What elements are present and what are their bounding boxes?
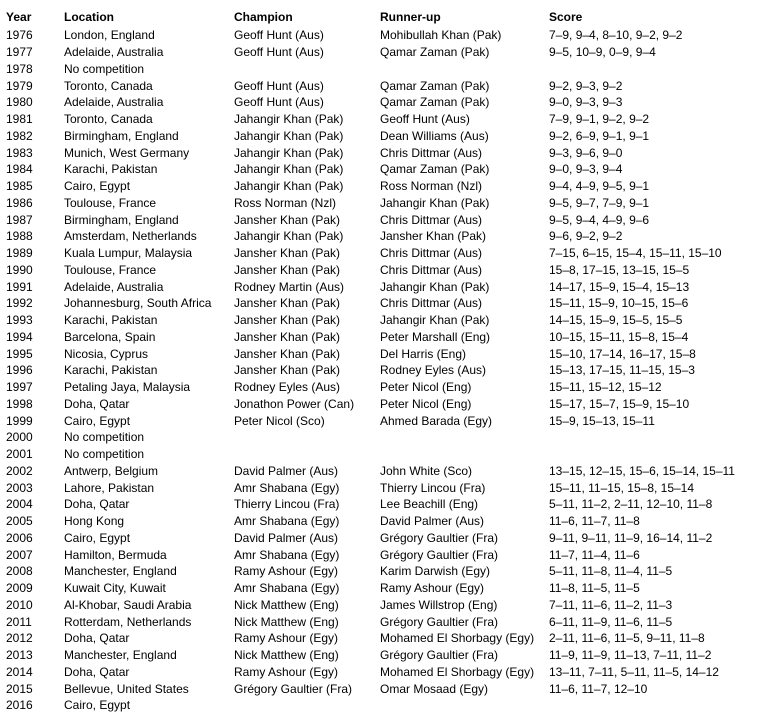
champion-cell — [230, 446, 376, 463]
champion-cell: Jansher Khan (Pak) — [234, 212, 341, 227]
runner-up-cell: Dean Williams (Aus) — [380, 128, 489, 143]
runner-up-cell: Ramy Ashour (Egy) — [380, 581, 485, 596]
score-header: Score — [549, 9, 583, 24]
location-cell: Doha, Qatar — [64, 664, 130, 679]
year-cell: 2000 — [6, 430, 33, 445]
year-cell: 1991 — [6, 279, 33, 294]
table-row — [2, 144, 754, 161]
runner-up-cell — [376, 429, 545, 446]
score-cell: 6–11, 11–9, 11–6, 11–5 — [549, 614, 673, 629]
location-cell: Manchester, England — [64, 564, 177, 579]
year-cell: 1986 — [6, 195, 33, 210]
score-cell: 9–2, 6–9, 9–1, 9–1 — [549, 128, 650, 143]
runner-up-cell: Chris Dittmar (Aus) — [380, 262, 483, 277]
champion-header: Champion — [234, 9, 293, 24]
year-cell: 1981 — [6, 112, 33, 127]
table-row — [2, 630, 754, 647]
table-row — [2, 580, 754, 597]
results-table — [2, 6, 754, 714]
table-row — [2, 94, 754, 111]
champion-cell: Jahangir Khan (Pak) — [234, 229, 344, 244]
year-cell: 2011 — [6, 614, 32, 629]
location-cell: Doha, Qatar — [64, 396, 130, 411]
score-cell: 15–8, 17–15, 13–15, 15–5 — [549, 262, 690, 277]
location-cell: Cairo, Egypt — [64, 179, 131, 194]
year-header: Year — [6, 9, 32, 24]
location-cell: Birmingham, England — [64, 128, 179, 143]
champion-cell: Thierry Lincou (Fra) — [234, 497, 340, 512]
score-cell: 15–11, 15–12, 15–12 — [549, 380, 662, 395]
score-cell — [545, 446, 754, 463]
champion-cell: Jahangir Khan (Pak) — [234, 179, 344, 194]
year-cell: 2016 — [6, 698, 33, 713]
location-cell: Doha, Qatar — [64, 497, 130, 512]
location-cell: Toulouse, France — [64, 262, 157, 277]
champion-cell: Nick Matthew (Eng) — [234, 648, 339, 663]
champion-cell: David Palmer (Aus) — [234, 530, 339, 545]
location-cell: No competition — [64, 430, 145, 445]
champion-cell: Jahangir Khan (Pak) — [234, 112, 344, 127]
table-row — [2, 680, 754, 697]
location-cell: Adelaide, Australia — [64, 279, 164, 294]
runner-up-cell: Del Harris (Eng) — [380, 346, 467, 361]
location-cell: Bellevue, United States — [64, 681, 189, 696]
location-cell: Karachi, Pakistan — [64, 162, 158, 177]
location-cell: Johannesburg, South Africa — [64, 296, 212, 311]
location-cell: Kuala Lumpur, Malaysia — [64, 246, 193, 261]
table-row — [2, 161, 754, 178]
year-cell: 1984 — [6, 162, 33, 177]
year-cell: 1980 — [6, 95, 33, 110]
champion-cell: Geoff Hunt (Aus) — [234, 28, 324, 43]
score-cell: 9–5, 10–9, 0–9, 9–4 — [549, 45, 656, 60]
champion-cell: Peter Nicol (Sco) — [234, 413, 325, 428]
score-cell — [545, 429, 754, 446]
runner-up-cell: Ross Norman (Nzl) — [380, 179, 483, 194]
score-cell: 5–11, 11–8, 11–4, 11–5 — [549, 564, 673, 579]
location-cell: No competition — [64, 61, 145, 76]
table-row — [2, 312, 754, 329]
table-row — [2, 278, 754, 295]
score-cell: 15–13, 17–15, 11–15, 15–3 — [549, 363, 695, 378]
year-cell: 2004 — [6, 497, 33, 512]
location-cell: Al-Khobar, Saudi Arabia — [64, 597, 192, 612]
year-cell: 1999 — [6, 413, 33, 428]
champion-cell: Nick Matthew (Eng) — [234, 614, 339, 629]
champion-cell: Jansher Khan (Pak) — [234, 329, 341, 344]
runner-up-cell: Thierry Lincou (Fra) — [380, 480, 486, 495]
year-cell: 1979 — [6, 78, 33, 93]
location-cell: Munich, West Germany — [64, 145, 190, 160]
year-cell: 1996 — [6, 363, 33, 378]
score-cell: 11–7, 11–4, 11–6 — [549, 547, 640, 562]
location-cell: Amsterdam, Netherlands — [64, 229, 197, 244]
score-cell: 15–17, 15–7, 15–9, 15–10 — [549, 396, 690, 411]
year-cell: 1989 — [6, 246, 33, 261]
year-cell: 2008 — [6, 564, 33, 579]
table-row — [2, 27, 754, 44]
champion-cell: Ramy Ashour (Egy) — [234, 664, 339, 679]
score-cell: 7–15, 6–15, 15–4, 15–11, 15–10 — [549, 246, 722, 261]
year-cell: 2002 — [6, 463, 33, 478]
table-row — [2, 211, 754, 228]
table-row — [2, 379, 754, 396]
header-row — [2, 6, 754, 27]
runner-up-cell: Ahmed Barada (Egy) — [380, 413, 493, 428]
champion-cell: Jahangir Khan (Pak) — [234, 145, 344, 160]
runner-up-cell: Peter Nicol (Eng) — [380, 396, 472, 411]
champion-cell: Jahangir Khan (Pak) — [234, 128, 344, 143]
score-cell: 11–6, 11–7, 11–8 — [549, 514, 640, 529]
table-row — [2, 345, 754, 362]
table-row — [2, 429, 754, 446]
score-cell: 13–15, 12–15, 15–6, 15–14, 15–11 — [549, 463, 735, 478]
champion-cell: Jansher Khan (Pak) — [234, 296, 341, 311]
year-cell: 2001 — [6, 447, 33, 462]
table-row — [2, 513, 754, 530]
table-row — [2, 195, 754, 212]
table-row — [2, 546, 754, 563]
runner-up-cell: Lee Beachill (Eng) — [380, 497, 479, 512]
runner-up-cell: Jahangir Khan (Pak) — [380, 313, 490, 328]
runner-up-cell: Grégory Gaultier (Fra) — [380, 648, 499, 663]
champion-cell: Jahangir Khan (Pak) — [234, 162, 344, 177]
table-row — [2, 412, 754, 429]
champion-cell: Rodney Martin (Aus) — [234, 279, 345, 294]
score-cell: 15–11, 11–15, 15–8, 15–14 — [549, 480, 695, 495]
runner-up-cell: Qamar Zaman (Pak) — [380, 95, 490, 110]
table-row — [2, 647, 754, 664]
year-cell: 1985 — [6, 179, 33, 194]
champion-cell: Grégory Gaultier (Fra) — [234, 681, 353, 696]
table-row — [2, 245, 754, 262]
year-cell: 1977 — [6, 45, 33, 60]
champion-cell — [230, 697, 376, 714]
year-cell: 1978 — [6, 61, 33, 76]
year-cell: 1998 — [6, 396, 33, 411]
runner-up-cell: David Palmer (Aus) — [380, 514, 485, 529]
score-cell: 9–4, 4–9, 9–5, 9–1 — [549, 179, 650, 194]
runner-up-cell: Omar Mosaad (Egy) — [380, 681, 489, 696]
location-cell: Petaling Jaya, Malaysia — [64, 380, 191, 395]
year-cell: 2014 — [6, 664, 33, 679]
table-row — [2, 613, 754, 630]
champion-cell — [230, 61, 376, 78]
champion-cell: Jansher Khan (Pak) — [234, 313, 341, 328]
table-row — [2, 479, 754, 496]
location-cell: Toronto, Canada — [64, 78, 153, 93]
year-cell: 1990 — [6, 262, 33, 277]
runner-up-cell: Grégory Gaultier (Fra) — [380, 530, 499, 545]
year-cell: 1983 — [6, 145, 33, 160]
champion-cell: Geoff Hunt (Aus) — [234, 78, 324, 93]
table-row — [2, 262, 754, 279]
table-body — [2, 27, 754, 714]
runner-up-header: Runner-up — [380, 9, 441, 24]
year-cell: 1994 — [6, 329, 33, 344]
champion-cell: Amr Shabana (Egy) — [234, 480, 340, 495]
runner-up-cell: Chris Dittmar (Aus) — [380, 296, 483, 311]
table-row — [2, 295, 754, 312]
location-cell: Adelaide, Australia — [64, 45, 164, 60]
location-cell: Hamilton, Bermuda — [64, 547, 167, 562]
champion-cell: Geoff Hunt (Aus) — [234, 95, 324, 110]
champion-cell: Ramy Ashour (Egy) — [234, 631, 339, 646]
year-cell: 1987 — [6, 212, 33, 227]
location-cell: Toulouse, France — [64, 195, 157, 210]
score-cell: 9–0, 9–3, 9–3 — [549, 95, 623, 110]
location-cell: Manchester, England — [64, 648, 177, 663]
table-row — [2, 61, 754, 78]
location-cell: Lahore, Pakistan — [64, 480, 155, 495]
champion-cell: Amr Shabana (Egy) — [234, 514, 340, 529]
score-cell: 15–9, 15–13, 15–11 — [549, 413, 655, 428]
location-cell: Cairo, Egypt — [64, 698, 131, 713]
year-cell: 2007 — [6, 547, 33, 562]
year-cell: 1997 — [6, 380, 33, 395]
runner-up-cell: Jahangir Khan (Pak) — [380, 279, 490, 294]
runner-up-cell: James Willstrop (Eng) — [380, 597, 498, 612]
score-cell: 7–11, 11–6, 11–2, 11–3 — [549, 597, 673, 612]
runner-up-cell: Qamar Zaman (Pak) — [380, 162, 490, 177]
champion-cell: Geoff Hunt (Aus) — [234, 45, 324, 60]
location-cell: Hong Kong — [64, 514, 125, 529]
runner-up-cell — [376, 697, 545, 714]
year-cell: 1988 — [6, 229, 33, 244]
year-cell: 1995 — [6, 346, 33, 361]
score-cell: 10–15, 15–11, 15–8, 15–4 — [549, 329, 689, 344]
score-cell: 9–5, 9–4, 4–9, 9–6 — [549, 212, 650, 227]
runner-up-cell: Rodney Eyles (Aus) — [380, 363, 487, 378]
year-cell: 2012 — [6, 631, 33, 646]
score-cell: 11–9, 11–9, 11–13, 7–11, 11–2 — [549, 648, 712, 663]
runner-up-cell: Geoff Hunt (Aus) — [380, 112, 470, 127]
year-cell: 1982 — [6, 128, 33, 143]
location-cell: Rotterdam, Netherlands — [64, 614, 192, 629]
runner-up-cell — [376, 61, 545, 78]
score-cell: 9–0, 9–3, 9–4 — [549, 162, 623, 177]
table-row — [2, 446, 754, 463]
year-cell: 2010 — [6, 597, 33, 612]
champion-cell: Jansher Khan (Pak) — [234, 363, 341, 378]
champion-cell — [230, 429, 376, 446]
year-cell: 2013 — [6, 648, 33, 663]
runner-up-cell: Grégory Gaultier (Fra) — [380, 547, 499, 562]
location-cell: Birmingham, England — [64, 212, 179, 227]
table-row — [2, 44, 754, 61]
location-cell: Adelaide, Australia — [64, 95, 164, 110]
table-row — [2, 329, 754, 346]
year-cell: 1992 — [6, 296, 33, 311]
score-cell: 9–11, 9–11, 11–9, 16–14, 11–2 — [549, 530, 713, 545]
table-row — [2, 111, 754, 128]
table-row — [2, 664, 754, 681]
year-cell: 2005 — [6, 514, 33, 529]
table-row — [2, 563, 754, 580]
location-cell: No competition — [64, 447, 145, 462]
year-cell: 2009 — [6, 581, 33, 596]
champion-cell: Jansher Khan (Pak) — [234, 246, 341, 261]
table-row — [2, 597, 754, 614]
champion-cell: Jansher Khan (Pak) — [234, 262, 341, 277]
location-cell: Doha, Qatar — [64, 631, 130, 646]
year-cell: 2003 — [6, 480, 33, 495]
table-row — [2, 496, 754, 513]
runner-up-cell: Peter Nicol (Eng) — [380, 380, 472, 395]
champion-cell: Nick Matthew (Eng) — [234, 597, 339, 612]
score-cell: 15–11, 15–9, 10–15, 15–6 — [549, 296, 689, 311]
score-cell: 11–8, 11–5, 11–5 — [549, 581, 640, 596]
runner-up-cell: Karim Darwish (Egy) — [380, 564, 491, 579]
champion-cell: Jonathon Power (Can) — [234, 396, 355, 411]
score-cell — [545, 61, 754, 78]
runner-up-cell: John White (Sco) — [380, 463, 473, 478]
runner-up-cell: Chris Dittmar (Aus) — [380, 145, 483, 160]
champion-cell: David Palmer (Aus) — [234, 463, 339, 478]
runner-up-cell — [376, 446, 545, 463]
table-row — [2, 463, 754, 480]
score-cell: 15–10, 17–14, 16–17, 15–8 — [549, 346, 696, 361]
location-cell: Nicosia, Cyprus — [64, 346, 149, 361]
runner-up-cell: Grégory Gaultier (Fra) — [380, 614, 499, 629]
runner-up-cell: Jansher Khan (Pak) — [380, 229, 487, 244]
runner-up-cell: Chris Dittmar (Aus) — [380, 246, 483, 261]
location-cell: London, England — [64, 28, 155, 43]
champion-cell: Amr Shabana (Egy) — [234, 547, 340, 562]
runner-up-cell: Chris Dittmar (Aus) — [380, 212, 483, 227]
location-header: Location — [64, 9, 114, 24]
table-header — [2, 6, 754, 27]
score-cell: 9–6, 9–2, 9–2 — [549, 229, 623, 244]
location-cell: Toronto, Canada — [64, 112, 153, 127]
score-cell — [545, 697, 754, 714]
score-cell: 5–11, 11–2, 2–11, 12–10, 11–8 — [549, 497, 713, 512]
table-row — [2, 530, 754, 547]
champion-cell: Amr Shabana (Egy) — [234, 581, 340, 596]
location-cell: Karachi, Pakistan — [64, 313, 158, 328]
year-cell: 1976 — [6, 28, 33, 43]
table-row — [2, 362, 754, 379]
runner-up-cell: Mohibullah Khan (Pak) — [380, 28, 502, 43]
table-row — [2, 228, 754, 245]
location-cell: Karachi, Pakistan — [64, 363, 158, 378]
year-cell: 2015 — [6, 681, 33, 696]
score-cell: 7–9, 9–4, 8–10, 9–2, 9–2 — [549, 28, 683, 43]
score-cell: 9–5, 9–7, 7–9, 9–1 — [549, 195, 650, 210]
champion-cell: Rodney Eyles (Aus) — [234, 380, 341, 395]
year-cell: 2006 — [6, 530, 33, 545]
score-cell: 11–6, 11–7, 12–10 — [549, 681, 648, 696]
location-cell: Antwerp, Belgium — [64, 463, 159, 478]
year-cell: 1993 — [6, 313, 33, 328]
location-cell: Barcelona, Spain — [64, 329, 156, 344]
champion-cell: Ramy Ashour (Egy) — [234, 564, 339, 579]
table-row — [2, 396, 754, 413]
score-cell: 7–9, 9–1, 9–2, 9–2 — [549, 112, 650, 127]
runner-up-cell: Jahangir Khan (Pak) — [380, 195, 490, 210]
table-row — [2, 697, 754, 714]
score-cell: 14–17, 15–9, 15–4, 15–13 — [549, 279, 690, 294]
runner-up-cell: Peter Marshall (Eng) — [380, 329, 491, 344]
champion-cell: Jansher Khan (Pak) — [234, 346, 341, 361]
score-cell: 14–15, 15–9, 15–5, 15–5 — [549, 313, 683, 328]
location-cell: Cairo, Egypt — [64, 413, 131, 428]
table-row — [2, 77, 754, 94]
runner-up-cell: Qamar Zaman (Pak) — [380, 45, 490, 60]
table-row — [2, 178, 754, 195]
score-cell: 9–3, 9–6, 9–0 — [549, 145, 623, 160]
champion-cell: Ross Norman (Nzl) — [234, 195, 337, 210]
runner-up-cell: Mohamed El Shorbagy (Egy) — [380, 664, 535, 679]
table-row — [2, 128, 754, 145]
score-cell: 13–11, 7–11, 5–11, 11–5, 14–12 — [549, 664, 719, 679]
score-cell: 2–11, 11–6, 11–5, 9–11, 11–8 — [549, 631, 705, 646]
runner-up-cell: Mohamed El Shorbagy (Egy) — [380, 631, 535, 646]
location-cell: Cairo, Egypt — [64, 530, 131, 545]
location-cell: Kuwait City, Kuwait — [64, 581, 166, 596]
runner-up-cell: Qamar Zaman (Pak) — [380, 78, 490, 93]
score-cell: 9–2, 9–3, 9–2 — [549, 78, 623, 93]
